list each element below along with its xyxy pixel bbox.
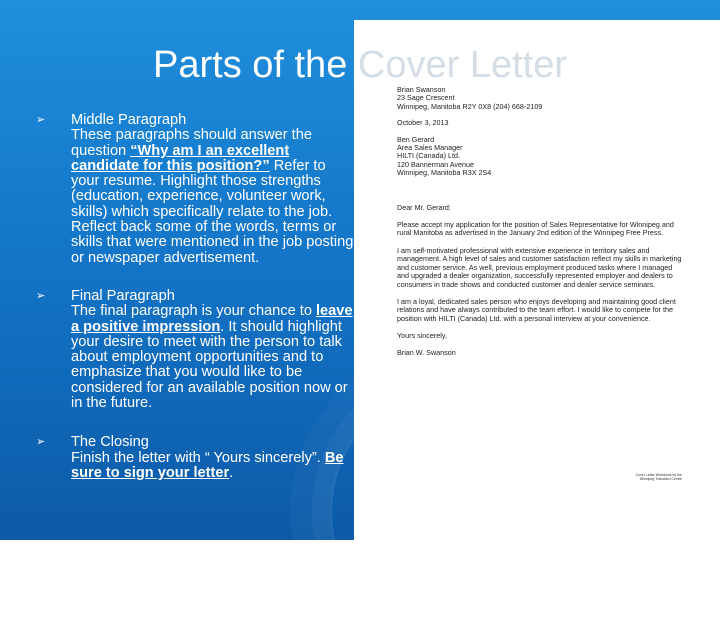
- arrow-bullet-icon: ➢: [36, 289, 46, 302]
- bullet-body: [71, 304, 354, 411]
- letter-date: October 3, 2013: [397, 118, 449, 128]
- bullet-final-paragraph: [36, 289, 354, 411]
- bullet-heading: The Closing: [71, 434, 149, 451]
- bullet-text: Finish the letter with “ Yours sincerely”.: [71, 449, 325, 466]
- bullet-body: [71, 451, 354, 482]
- title-part-1: Parts of the: [153, 44, 358, 86]
- bullet-list: [36, 113, 354, 481]
- bullet-heading: Middle Paragraph: [71, 112, 187, 128]
- bullet-closing: [36, 435, 354, 481]
- sender-address: 23 Sage Crescent: [397, 93, 455, 103]
- sender-city-phone: Winnipeg, Manitoba R2Y 0X8 (204) 668-2109: [397, 101, 543, 111]
- recipient-company: HILTI (Canada) Ltd.: [397, 151, 460, 161]
- bullet-emphasis: “Why am I an excellent candidate for this position?”: [71, 142, 290, 174]
- letter-closing: Yours sincerely,: [397, 331, 447, 341]
- bullet-text: .: [229, 464, 234, 481]
- salutation: Dear Mr. Gerard:: [397, 202, 451, 212]
- arrow-bullet-icon: ➢: [36, 114, 46, 126]
- bullet-text: . It should highlight your desire to meet with the person to talk about employment opportunities and to emphasize that you would like to be considered for an available position now or in the future.: [71, 318, 348, 412]
- sender-name: Brian Swanson: [397, 85, 446, 94]
- sample-cover-letter: [397, 86, 682, 357]
- bullet-text: These paragraphs should answer the question: [71, 127, 312, 159]
- letter-paragraph-2: I am self-motivated professional with extensive experience in territory sales and management. A high level of sales and customer satisfaction reflect my skills in marketing and customer service. As well, previous employment produced tasks where I managed and upgraded a dealer organization, successfully represented employer and dealers to consumers in trade shows and conducted customer and dealer service seminars.: [397, 245, 682, 289]
- bullet-middle-paragraph: [36, 113, 354, 266]
- letter-footer-note: Cover Letter Workbook by the Winnipeg Transition Centre: [635, 473, 682, 482]
- bullet-emphasis: leave a positive impression: [71, 303, 353, 335]
- sender-block: [397, 86, 682, 111]
- bullet-text: Refer to your resume. Highlight those strengths (education, experience, volunteer work, skills) which specifically relate to the job. Reflect back some of the words, terms or skills that were mentioned in the job posting or newspaper advertisement.: [71, 157, 354, 266]
- title-part-2: Cover Letter: [357, 44, 567, 86]
- letter-paragraph-1: Please accept my application for the position of Sales Representative for Winnipeg and rural Manitoba as advertised in the January 2nd edition of the Winnipeg Free Press.: [397, 220, 674, 238]
- bullet-text: The final paragraph is your chance to: [71, 303, 316, 320]
- slide-title: [0, 44, 720, 87]
- recipient-name: Ben Gerard: [397, 134, 435, 144]
- letter-paragraph-3: I am a loyal, dedicated sales person who enjoys developing and maintaining good client relations and have always contributed to the team effort. I would like to compete for the position with HILTI (Canada) Ltd. with a personal interview at your convenience.: [397, 296, 676, 323]
- letter-signature: Brian W. Swanson: [397, 347, 456, 357]
- recipient-block: [397, 136, 682, 178]
- bullet-body: [71, 128, 354, 266]
- bullet-emphasis: Be sure to sign your letter: [71, 449, 344, 481]
- arrow-bullet-icon: ➢: [36, 436, 46, 449]
- recipient-street: 120 Bannerman Avenue: [397, 159, 474, 169]
- recipient-title: Area Sales Manager: [397, 143, 463, 153]
- recipient-city: Winnipeg, Manitoba R3X 2S4: [397, 168, 492, 178]
- bullet-heading: Final Paragraph: [71, 287, 175, 304]
